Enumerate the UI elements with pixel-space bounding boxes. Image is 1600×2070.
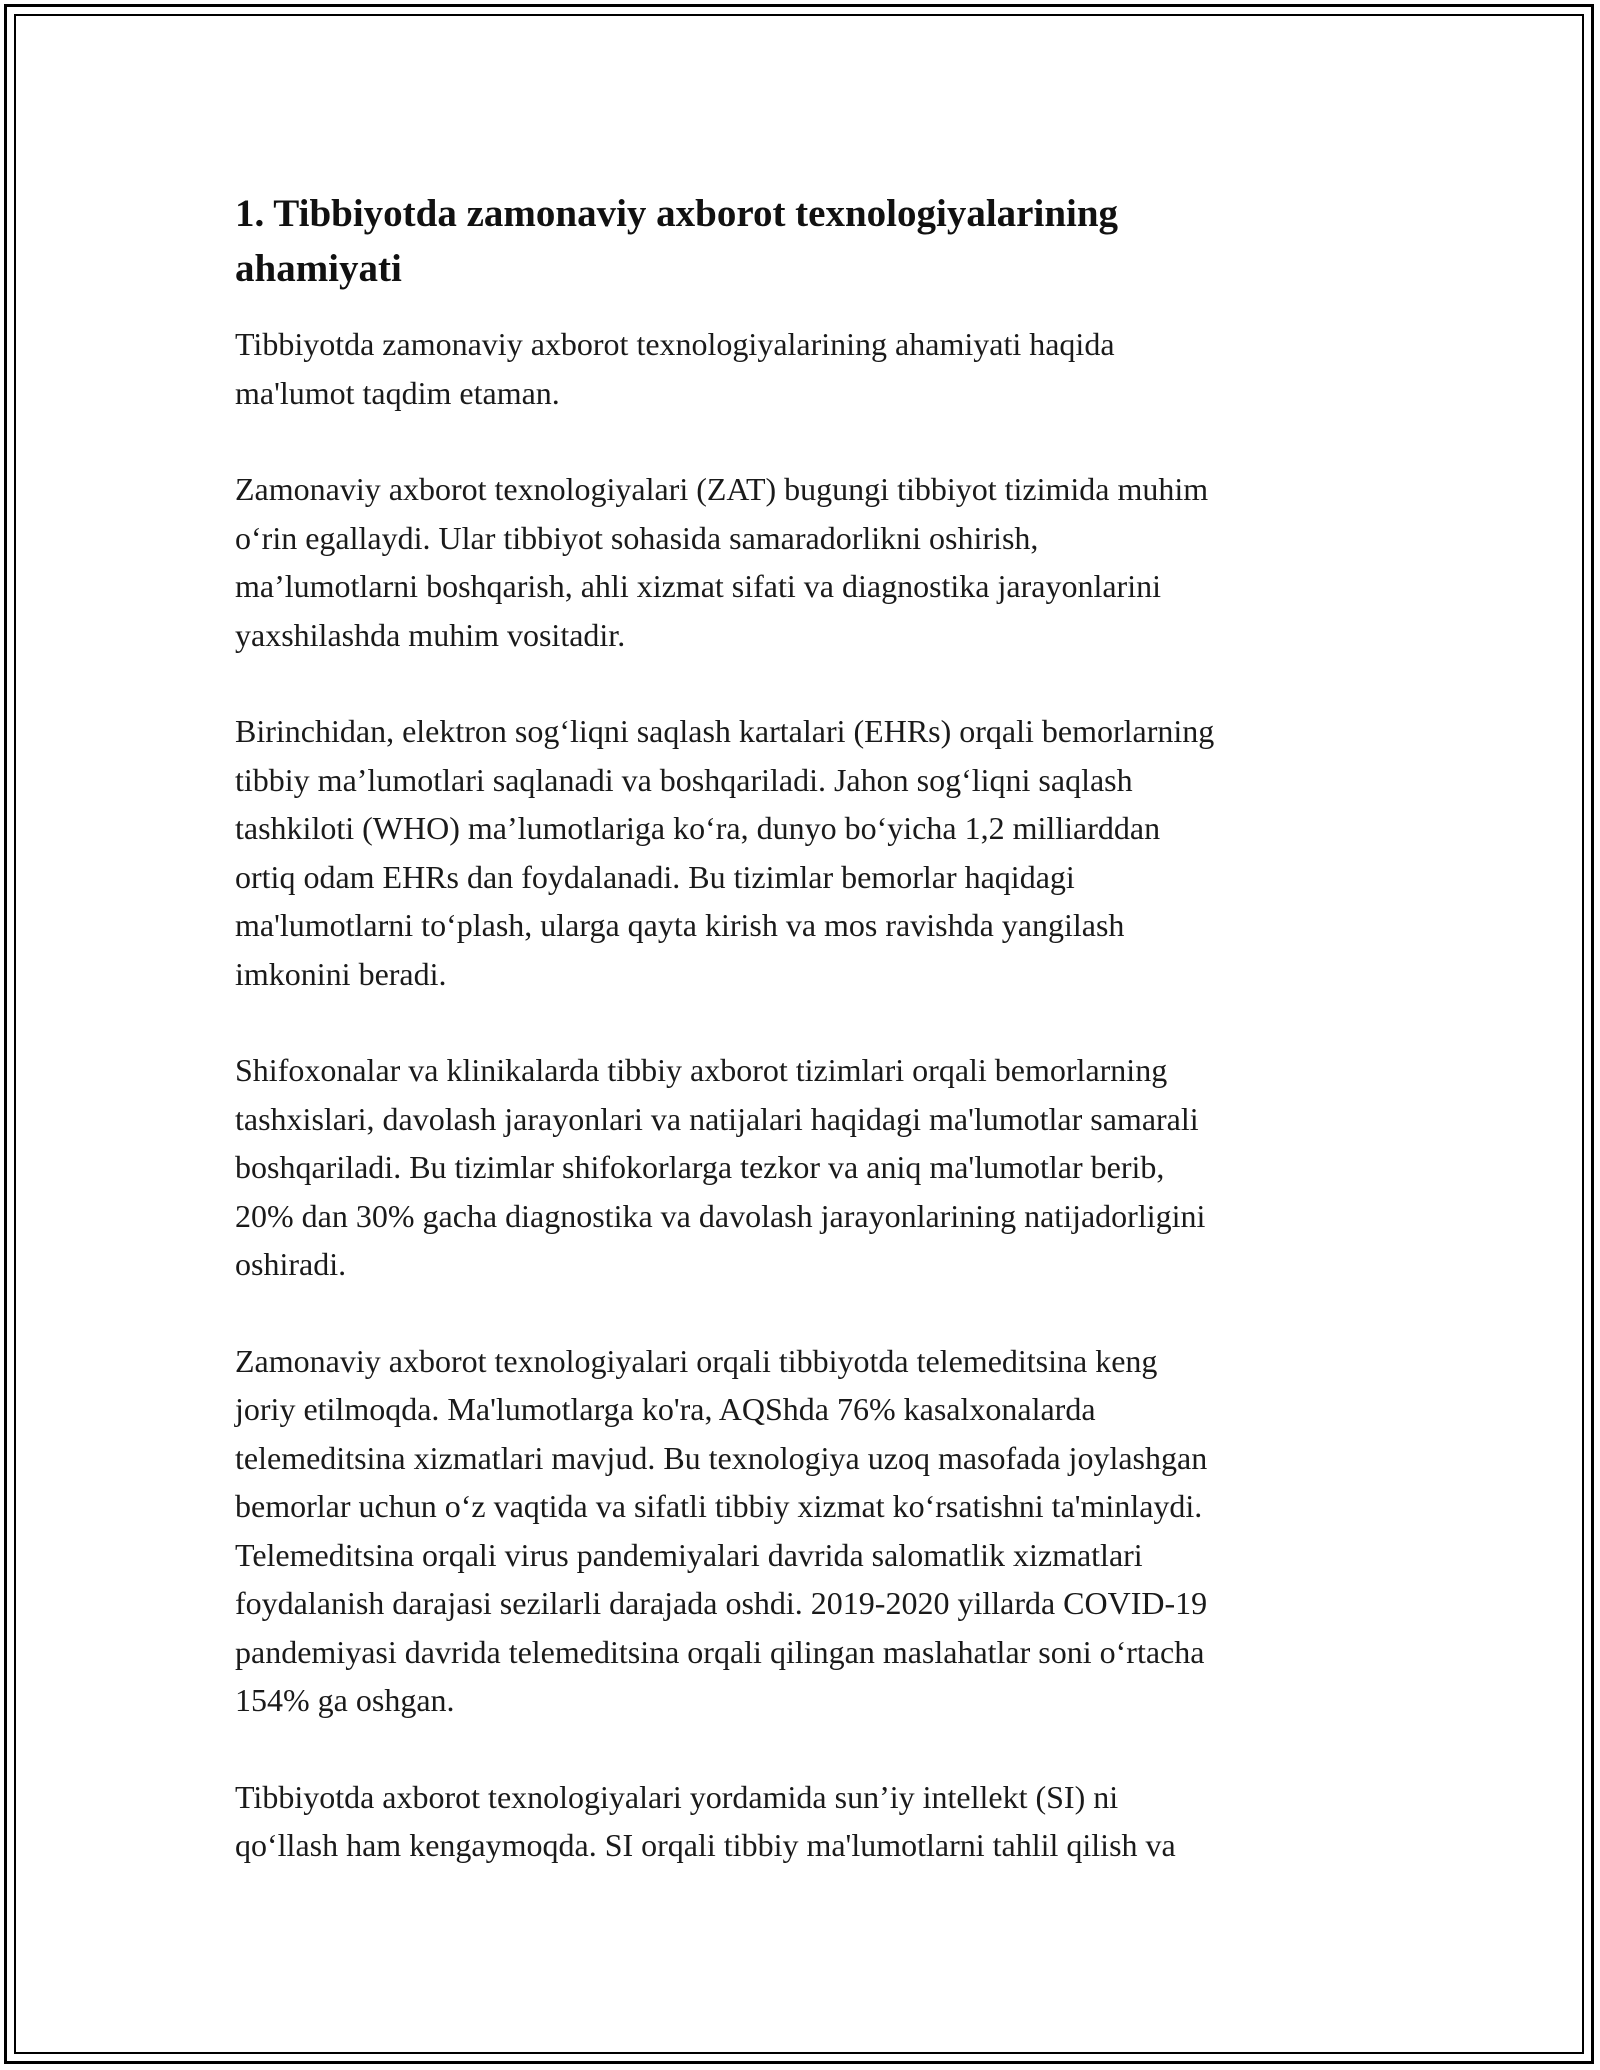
text-line: tibbiy ma’lumotlari saqlanadi va boshqariladi. Jahon sog‘liqni saqlash [235, 761, 1133, 798]
heading-line: ahamiyati [235, 247, 402, 290]
text-line: pandemiyasi davrida telemeditsina orqali qilingan maslahatlar soni o‘rtacha [235, 1633, 1205, 1670]
text-line: telemeditsina xizmatlari mavjud. Bu texnologiya uzoq masofada joylashgan [235, 1439, 1208, 1476]
text-line: Telemeditsina orqali virus pandemiyalari davrida salomatlik xizmatlari [235, 1536, 1143, 1573]
text-line: qo‘llash ham kengaymoqda. SI orqali tibbiy ma'lumotlarni tahlil qilish va [235, 1827, 1176, 1863]
paragraph-intro [235, 320, 1365, 417]
text-line: Zamonaviy axborot texnologiyalari (ZAT) bugungi tibbiyot tizimida muhim [235, 471, 1209, 507]
text-line: Tibbiyotda axborot texnologiyalari yordamida sun’iy intellekt (SI) ni [235, 1778, 1119, 1815]
text-line: bemorlar uchun o‘z vaqtida va sifatli tibbiy xizmat ko‘rsatishni ta'minlaydi. [235, 1488, 1203, 1524]
heading-line: 1. Tibbiyotda zamonaviy axborot texnologiyalarining [235, 192, 1119, 235]
text-line: Zamonaviy axborot texnologiyalari orqali tibbiyotda telemeditsina keng [235, 1342, 1158, 1379]
text-line: tashxislari, davolash jarayonlari va natijalari haqidagi ma'lumotlar samarali [235, 1100, 1199, 1137]
text-line: tashkiloti (WHO) ma’lumotlariga ko‘ra, dunyo bo‘yicha 1,2 milliarddan [235, 810, 1161, 846]
text-line: Shifoxonalar va klinikalarda tibbiy axborot tizimlari orqali bemorlarning [235, 1052, 1168, 1088]
text-line: ma’lumotlarni boshqarish, ahli xizmat sifati va diagnostika jarayonlarini [235, 568, 1161, 604]
text-line: joriy etilmoqda. Ma'lumotlarga ko'ra, AQShda 76% kasalxonalarda [235, 1391, 1096, 1427]
text-line: Birinchidan, elektron sog‘liqni saqlash kartalari (EHRs) orqali bemorlarning [235, 713, 1215, 749]
text-line: oshiradi. [235, 1246, 347, 1282]
text-line: ma'lumot taqdim etaman. [235, 374, 560, 411]
paragraph-ehrs [235, 707, 1365, 998]
paragraph-zat-overview [235, 465, 1365, 659]
document-body [235, 186, 1365, 1918]
text-line: ortiq odam EHRs dan foydalanadi. Bu tizimlar bemorlar haqidagi [235, 858, 1075, 895]
text-line: Tibbiyotda zamonaviy axborot texnologiyalarining ahamiyati haqida [235, 326, 1115, 362]
text-line: 154% ga oshgan. [235, 1682, 455, 1718]
text-line: yaxshilashda muhim vositadir. [235, 616, 626, 653]
text-line: ma'lumotlarni to‘plash, ularga qayta kirish va mos ravishda yangilash [235, 907, 1125, 943]
paragraph-telemedicine [235, 1337, 1365, 1725]
text-line: foydalanish darajasi sezilarli darajada oshdi. 2019-2020 yillarda COVID-19 [235, 1585, 1208, 1621]
paragraph-hospital-systems [235, 1046, 1365, 1289]
section-heading [235, 186, 1365, 296]
text-line: o‘rin egallaydi. Ular tibbiyot sohasida samaradorlikni oshirish, [235, 519, 1039, 556]
text-line: 20% dan 30% gacha diagnostika va davolash jarayonlarining natijadorligini [235, 1197, 1206, 1234]
text-line: boshqariladi. Bu tizimlar shifokorlarga tezkor va aniq ma'lumotlar berib, [235, 1149, 1165, 1185]
text-line: imkonini beradi. [235, 955, 447, 992]
paragraph-ai [235, 1773, 1365, 1870]
